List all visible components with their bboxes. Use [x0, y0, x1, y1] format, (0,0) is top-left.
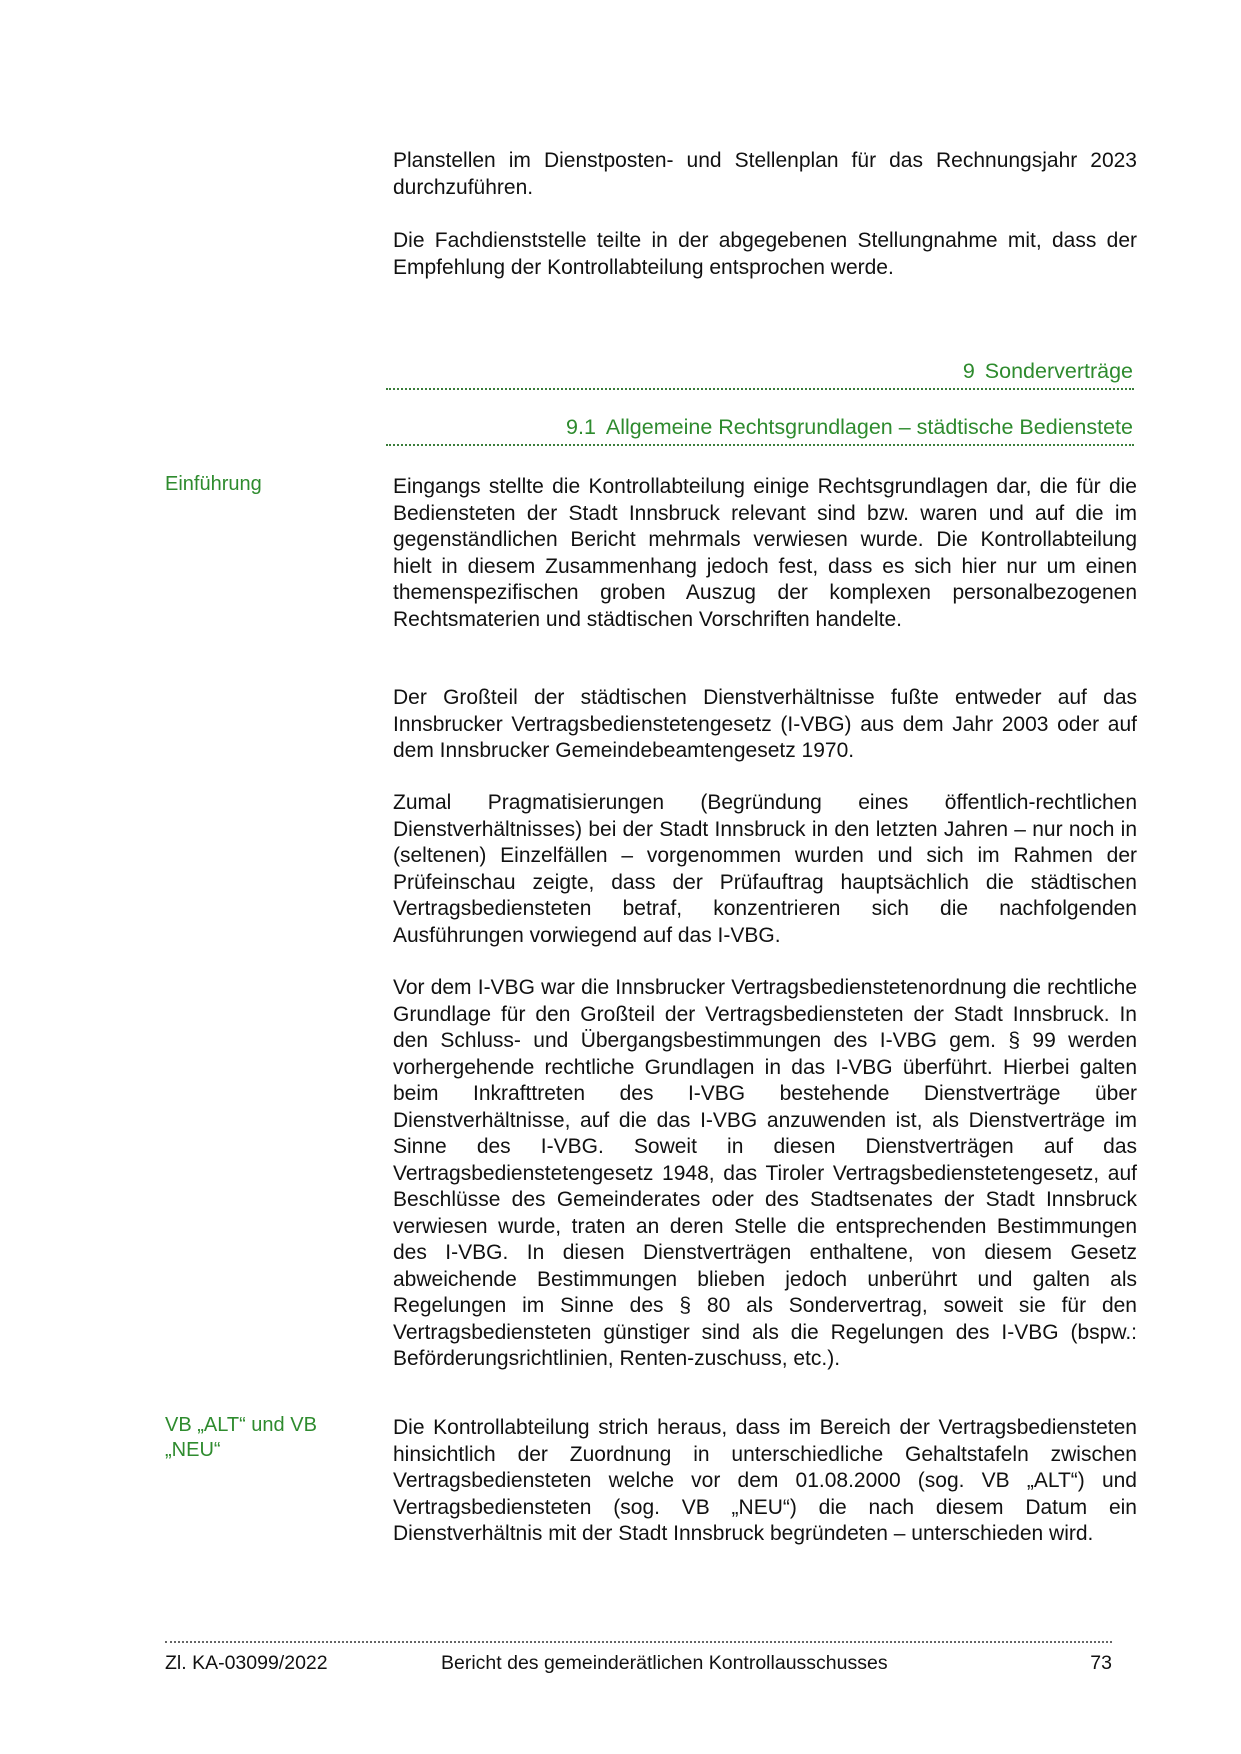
paragraph-dienstverhaeltnisse: Der Großteil der städtischen Dienstverhältnisse fußte entweder auf das Innsbrucker Vertragsbedienstetengesetz (I-VBG) aus dem Jahr 2003 oder auf dem Innsbrucker Gemeindebeamtengesetz 1970. — [393, 686, 1137, 762]
paragraph-vertragsbedienstetenordnung: Vor dem I-VBG war die Innsbrucker Vertragsbedienstetenordnung die rechtliche Grundlage für den Großteil der Vertragsbediensteten der Stadt Innsbruck. In den Schluss- und Übergangsbestimmungen des I-VBG gem. § 99 werden vorhergehende rechtliche Grundlagen in das I-VBG überführt. Hierbei galten beim Inkrafttreten des I-VBG bestehende Dienstverträge über Dienstverhältnisse, auf die das I-VBG anzuwenden ist, als Dienstverträge im Sinne des I-VBG. Soweit in diesen Dienstverträgen auf das Vertragsbedienstetengesetz 1948, das Tiroler Vertragsbedienstetengesetz, auf Beschlüsse des Gemeinderates oder des Stadtsenates der Stadt Innsbruck verwiesen wurde, traten an deren Stelle die entsprechenden Bestimmungen des I-VBG. In diesen Dienstverträgen enthaltene, von diesem Gesetz abweichende Bestimmungen blieben jedoch unberührt und galten als Regelungen im Sinne des § 80 als Sondervertrag, soweit sie für den Vertragsbediensteten günstiger sind als die Regelungen des I-VBG (bspw.: Beförderungsrichtlinien, Renten-zuschuss, etc.). — [393, 976, 1137, 1370]
section-heading-9 — [393, 357, 1133, 385]
subsection-number: 9.1 — [566, 415, 596, 439]
footer-reference: Zl. KA-03099/2022 — [165, 1652, 328, 1674]
section-title: Sonderverträge — [984, 359, 1133, 383]
paragraph-einfuehrung: Eingangs stellte die Kontrollabteilung einige Rechtsgrundlagen dar, die für die Bediensteten der Stadt Innsbruck relevant sind bzw. waren und auf die im gegenständlichen Bericht mehrmals verwiesen wurde. Die Kontrollabteilung hielt in diesem Zusammenhang jedoch fest, dass es sich hier nur um einen themenspezifischen groben Auszug der komplexen personalbezogenen Rechtsmaterien und städtischen Vorschriften handelte. — [393, 475, 1137, 631]
footer-title: Bericht des gemeinderätlichen Kontrollausschusses — [441, 1652, 888, 1674]
section-number: 9 — [962, 359, 975, 383]
subheading-divider — [386, 444, 1134, 446]
subsection-title: Allgemeine Rechtsgrundlagen – städtische Bedienstete — [605, 415, 1133, 439]
footer-divider — [165, 1641, 1112, 1643]
heading-divider — [386, 388, 1134, 390]
section-heading-9-1 — [393, 413, 1133, 441]
page-number: 73 — [1090, 1652, 1112, 1674]
paragraph-pragmatisierungen: Zumal Pragmatisierungen (Begründung eines öffentlich-rechtlichen Dienstverhältnisses) bei der Stadt Innsbruck in den letzten Jahren – nur noch in (seltenen) Einzelfällen – vorgenommen wurden und sich im Rahmen der Prüfeinschau zeigte, dass der Prüfauftrag hauptsächlich die städtischen Vertragsbediensteten betraf, konzentrieren sich die nachfolgenden Ausführungen vorwiegend auf das I-VBG. — [393, 791, 1137, 947]
paragraph-stellungnahme: Die Fachdienststelle teilte in der abgegebenen Stellungnahme mit, dass der Empfehlung der Kontrollabteilung entsprochen werde. — [393, 229, 1137, 279]
margin-label-vb-alt-neu: VB „ALT“ und VB „NEU“ — [165, 1414, 317, 1461]
margin-label-einfuehrung: Einführung — [165, 473, 262, 495]
paragraph-vb-alt-neu: Die Kontrollabteilung strich heraus, dass im Bereich der Vertragsbediensteten hinsichtlich der Zuordnung in unterschiedliche Gehaltstafeln zwischen Vertragsbediensteten welche vor dem 01.08.2000 (sog. VB „ALT“) und Vertragsbediensteten (sog. VB „NEU“) die nach diesem Datum ein Dienstverhältnis mit der Stadt Innsbruck begründeten – unterschieden wird. — [393, 1416, 1137, 1545]
paragraph-planstellen: Planstellen im Dienstposten- und Stellenplan für das Rechnungsjahr 2023 durchzuführen. — [393, 149, 1137, 199]
